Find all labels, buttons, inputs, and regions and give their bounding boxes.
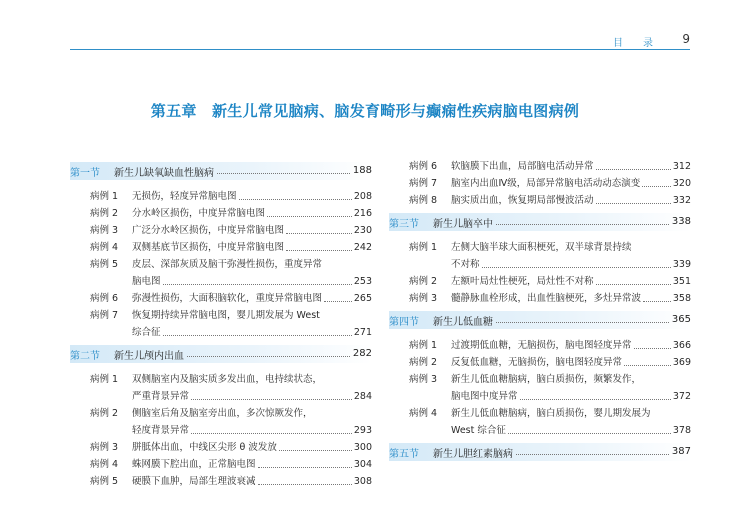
page-number: 9 — [682, 32, 690, 46]
case-line-text: 综合征 — [132, 327, 161, 338]
case-line-text: 不对称 — [451, 259, 480, 270]
case-line — [451, 371, 691, 388]
section-heading — [70, 345, 372, 363]
case-line — [132, 422, 372, 439]
case-line-text: 广泛分水岭区损伤，中度异常脑电图 — [132, 225, 285, 236]
leader-dots — [642, 175, 671, 187]
case-page: 304 — [353, 459, 372, 470]
case-id: 病例 3 — [409, 374, 438, 385]
case-id: 病例 1 — [409, 242, 438, 253]
case-id: 病例 5 — [90, 259, 119, 270]
leader-dots — [482, 256, 671, 268]
case-text — [451, 337, 691, 354]
case-text — [451, 175, 691, 192]
case-id: 病例 2 — [90, 408, 119, 419]
case-text — [132, 439, 372, 456]
leader-dots — [324, 290, 352, 302]
leader-dots — [286, 222, 352, 234]
section-number: 第四节 — [389, 317, 419, 328]
case-line — [132, 388, 372, 405]
case-line — [451, 175, 691, 192]
case-entry — [389, 354, 691, 371]
case-line-text: 新生儿低血糖脑病，脑白质损伤，婴儿期发展为 — [451, 408, 651, 419]
case-text — [451, 354, 691, 371]
section-title: 新生儿缺氧缺血性脑病 — [114, 168, 214, 179]
case-line-text: 脑实质出血，恢复期局部慢波活动 — [451, 195, 594, 206]
leader-dots — [267, 205, 352, 217]
case-text — [451, 371, 691, 405]
leader-dots — [624, 354, 671, 366]
case-line-text: 软脑膜下出血，局部脑电活动异常 — [451, 161, 594, 172]
leader-dots — [496, 224, 669, 225]
case-entry — [70, 205, 372, 222]
case-line-text: 分水岭区损伤，中度异常脑电图 — [132, 208, 266, 219]
case-line — [451, 388, 691, 405]
case-id: 病例 2 — [90, 208, 119, 219]
page-header — [70, 33, 690, 49]
case-id: 病例 3 — [90, 442, 119, 453]
case-line-text: 严重背景异常 — [132, 391, 190, 402]
case-line-text: 双侧基底节区损伤，中度异常脑电图 — [132, 242, 285, 253]
case-text — [451, 239, 691, 273]
case-page: 366 — [672, 340, 691, 351]
case-text — [132, 222, 372, 239]
section-heading — [389, 443, 691, 461]
leader-dots — [187, 356, 350, 357]
case-entry — [70, 307, 372, 341]
case-page: 216 — [353, 208, 372, 219]
section-title: 新生儿脑卒中 — [433, 219, 493, 230]
case-line-text: 侧脑室后角及脑室旁出血，多次惊厥发作， — [132, 408, 313, 419]
section-title: 新生儿胆红素脑病 — [433, 449, 513, 460]
case-page: 284 — [353, 391, 372, 402]
case-line — [132, 256, 372, 273]
case-line — [132, 222, 372, 239]
case-entry — [70, 290, 372, 307]
case-entry — [389, 158, 691, 175]
case-id: 病例 1 — [90, 191, 119, 202]
case-line — [132, 290, 372, 307]
case-entry — [70, 239, 372, 256]
section-heading — [389, 213, 691, 231]
leader-dots — [496, 322, 669, 323]
case-line — [132, 456, 372, 473]
case-id: 病例 7 — [409, 178, 438, 189]
case-line — [132, 405, 372, 422]
toc-label: 目 录 — [613, 38, 658, 49]
case-entry — [389, 371, 691, 405]
case-page: 308 — [353, 476, 372, 487]
case-entry — [70, 371, 372, 405]
leader-dots — [258, 456, 352, 468]
case-entry — [389, 192, 691, 209]
leader-dots — [516, 454, 669, 455]
case-page: 351 — [672, 276, 691, 287]
case-entry — [70, 188, 372, 205]
leader-dots — [286, 239, 352, 251]
case-text — [451, 158, 691, 175]
case-line — [132, 239, 372, 256]
case-entry — [389, 290, 691, 307]
case-page: 300 — [353, 442, 372, 453]
case-text — [132, 473, 372, 490]
case-page: 312 — [672, 161, 691, 172]
case-line — [451, 337, 691, 354]
case-id: 病例 3 — [90, 225, 119, 236]
case-line — [451, 422, 691, 439]
section-page: 387 — [671, 446, 691, 457]
case-entry — [389, 337, 691, 354]
section-heading — [389, 311, 691, 329]
case-text — [451, 273, 691, 290]
case-page: 332 — [672, 195, 691, 206]
case-entry — [70, 456, 372, 473]
case-line-text: 反复低血糖，无脑损伤，脑电图轻度异常 — [451, 357, 623, 368]
case-line-text: 脑电图 — [132, 276, 161, 287]
case-line — [132, 371, 372, 388]
case-text — [132, 290, 372, 307]
case-text — [132, 456, 372, 473]
case-line — [132, 273, 372, 290]
case-line-text: 过渡期低血糖，无脑损伤，脑电图轻度异常 — [451, 340, 632, 351]
case-line — [451, 290, 691, 307]
case-line — [132, 205, 372, 222]
case-id: 病例 2 — [409, 357, 438, 368]
case-line-text: 轻度背景异常 — [132, 425, 190, 436]
section-number: 第二节 — [70, 351, 100, 362]
case-page: 372 — [672, 391, 691, 402]
leader-dots — [217, 173, 350, 174]
leader-dots — [258, 473, 352, 485]
case-id: 病例 2 — [409, 276, 438, 287]
case-entry — [389, 175, 691, 192]
case-text — [132, 188, 372, 205]
case-entry — [389, 405, 691, 439]
case-id: 病例 1 — [90, 374, 119, 385]
case-entry — [70, 222, 372, 239]
case-line — [451, 239, 691, 256]
case-page: 369 — [672, 357, 691, 368]
case-line — [132, 324, 372, 341]
case-page: 230 — [353, 225, 372, 236]
case-line — [132, 188, 372, 205]
case-line-text: 胼胝体出血，中线区尖形 θ 波发放 — [132, 442, 277, 453]
case-entry — [70, 405, 372, 439]
case-entry — [70, 473, 372, 490]
chapter-title: 第五章 新生儿常见脑病、脑发育畸形与癫痫性疾病脑电图病例 — [150, 102, 580, 120]
case-text — [132, 371, 372, 405]
case-line-text: 髓静脉血栓形成，出血性脑梗死，多灶异常波 — [451, 293, 642, 304]
section-number: 第一节 — [70, 168, 100, 179]
section-page: 188 — [352, 165, 372, 176]
case-id: 病例 4 — [90, 242, 119, 253]
section-title: 新生儿低血糖 — [433, 317, 493, 328]
leader-dots — [596, 273, 671, 285]
section-number: 第三节 — [389, 219, 419, 230]
case-page: 339 — [672, 259, 691, 270]
case-text — [451, 290, 691, 307]
case-line — [132, 307, 372, 324]
leader-dots — [520, 388, 671, 400]
case-line-text: 双侧脑室内及脑实质多发出血，电持续状态， — [132, 374, 323, 385]
case-line — [132, 473, 372, 490]
toc-right-column — [389, 158, 691, 469]
leader-dots — [643, 290, 671, 302]
leader-dots — [163, 273, 352, 285]
case-text — [451, 405, 691, 439]
case-line-text: West 综合征 — [451, 425, 506, 436]
case-id: 病例 5 — [90, 476, 119, 487]
case-text — [132, 205, 372, 222]
case-id: 病例 7 — [90, 310, 119, 321]
case-entry — [389, 239, 691, 273]
case-line — [132, 439, 372, 456]
case-id: 病例 4 — [90, 459, 119, 470]
section-page: 338 — [671, 216, 691, 227]
section-title: 新生儿颅内出血 — [114, 351, 184, 362]
case-page: 358 — [672, 293, 691, 304]
case-text — [132, 239, 372, 256]
header-rule — [70, 49, 690, 50]
case-line-text: 脑室内出血Ⅳ级，局部异常脑电活动动态演变 — [451, 178, 641, 189]
case-line-text: 脑电图中度异常 — [451, 391, 518, 402]
section-heading — [70, 162, 372, 180]
leader-dots — [279, 439, 352, 451]
case-line-text: 硬膜下血肿，局部生理波衰减 — [132, 476, 256, 487]
case-page: 271 — [353, 327, 372, 338]
case-line — [451, 158, 691, 175]
case-entry — [70, 439, 372, 456]
case-text — [132, 307, 372, 341]
case-id: 病例 4 — [409, 408, 438, 419]
case-line — [451, 256, 691, 273]
case-page: 378 — [672, 425, 691, 436]
case-text — [451, 192, 691, 209]
case-id: 病例 8 — [409, 195, 438, 206]
leader-dots — [191, 422, 352, 434]
case-text — [132, 256, 372, 290]
section-number: 第五节 — [389, 449, 419, 460]
leader-dots — [163, 324, 352, 336]
case-page: 320 — [672, 178, 691, 189]
case-line-text: 蛛网膜下腔出血，正常脑电图 — [132, 459, 256, 470]
section-page: 282 — [352, 348, 372, 359]
case-page: 242 — [353, 242, 372, 253]
leader-dots — [191, 388, 352, 400]
case-line-text: 左侧大脑半球大面积梗死，双半球背景持续 — [451, 242, 632, 253]
case-line — [451, 354, 691, 371]
case-line-text: 恢复期持续异常脑电图，婴儿期发展为 West — [132, 310, 320, 321]
case-page: 253 — [353, 276, 372, 287]
case-entry — [70, 256, 372, 290]
leader-dots — [596, 158, 671, 170]
leader-dots — [634, 337, 671, 349]
case-page: 293 — [353, 425, 372, 436]
case-line — [451, 405, 691, 422]
case-text — [132, 405, 372, 439]
leader-dots — [508, 422, 671, 434]
case-page: 208 — [353, 191, 372, 202]
case-line-text: 左额叶局灶性梗死，局灶性不对称 — [451, 276, 594, 287]
leader-dots — [596, 192, 671, 204]
leader-dots — [239, 188, 352, 200]
case-line-text: 皮层、深部灰质及脑干弥漫性损伤，重度异常 — [132, 259, 323, 270]
case-line-text: 新生儿低血糖脑病，脑白质损伤，频繁发作， — [451, 374, 642, 385]
case-id: 病例 6 — [409, 161, 438, 172]
case-id: 病例 6 — [90, 293, 119, 304]
case-id: 病例 3 — [409, 293, 438, 304]
case-id: 病例 1 — [409, 340, 438, 351]
case-line-text: 无损伤，轻度异常脑电图 — [132, 191, 237, 202]
section-page: 365 — [671, 314, 691, 325]
case-page: 265 — [353, 293, 372, 304]
toc-left-column — [70, 158, 372, 490]
case-line — [451, 273, 691, 290]
case-entry — [389, 273, 691, 290]
case-line — [451, 192, 691, 209]
case-line-text: 弥漫性损伤，大面积脑软化，重度异常脑电图 — [132, 293, 323, 304]
